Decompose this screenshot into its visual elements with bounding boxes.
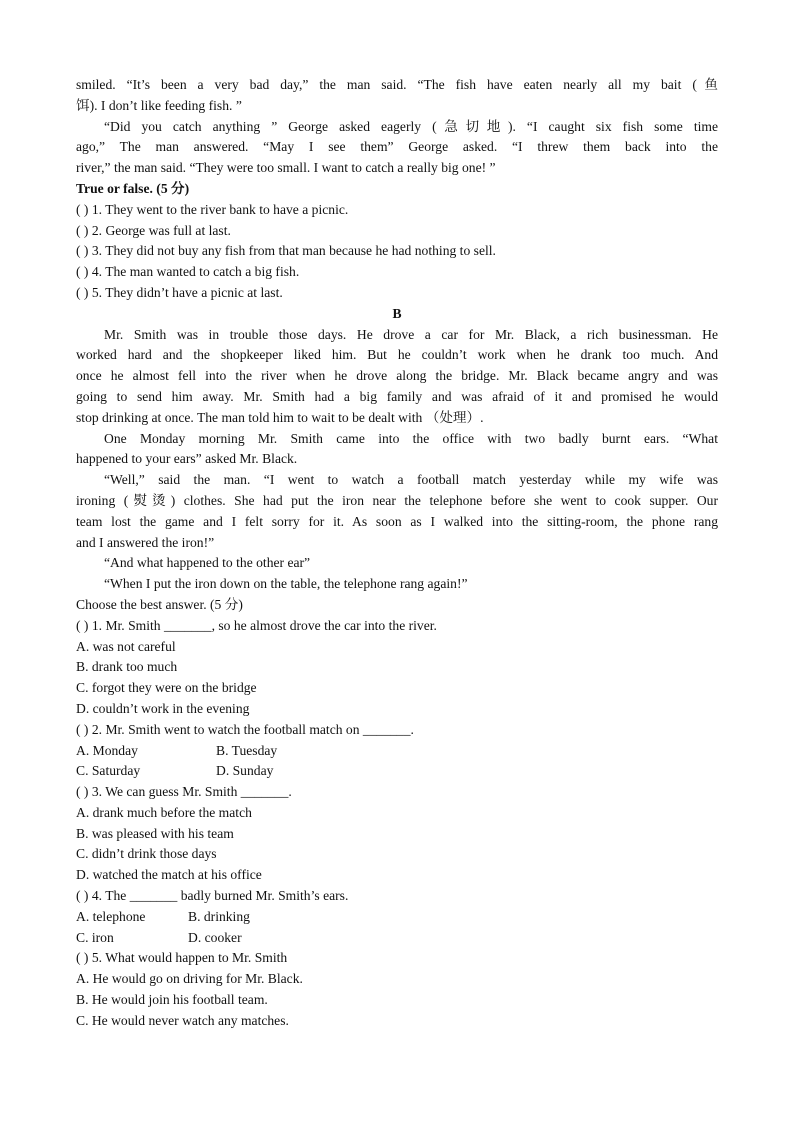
- passage-b: [76, 304, 718, 595]
- option-row: [76, 928, 718, 949]
- passage-title: B: [392, 305, 402, 321]
- answer-option: A. drank much before the match: [76, 804, 252, 820]
- passage-line: and I answered the iron!”: [76, 534, 215, 550]
- section-heading: True or false. (5 分): [76, 180, 190, 196]
- question-item: ( ) 5. They didn’t have a picnic at last.: [76, 284, 283, 300]
- answer-option: B. drinking: [188, 908, 250, 924]
- answer-option: A. He would go on driving for Mr. Black.: [76, 971, 303, 987]
- answer-option: B. He would join his football team.: [76, 992, 268, 1008]
- question-stem: ( ) 3. We can guess Mr. Smith _______.: [76, 784, 292, 800]
- question-item: ( ) 2. George was full at last.: [76, 222, 231, 238]
- passage-line: ago,” The man answered. “May I see them” George asked. “I threw them back into the: [76, 139, 718, 155]
- passage-line: “Did you catch anything ” George asked eagerly (急切地). “I caught six fish some time: [104, 118, 718, 134]
- passage-line: “And what happened to the other ear”: [104, 555, 311, 571]
- answer-option: B. drank too much: [76, 659, 178, 675]
- passage-a-continuation: [76, 75, 718, 179]
- section-heading: Choose the best answer. (5 分): [76, 596, 243, 612]
- passage-line: “When I put the iron down on the table, the telephone rang again!”: [104, 576, 468, 592]
- question-stem: ( ) 4. The _______ badly burned Mr. Smith’s ears.: [76, 888, 349, 904]
- answer-option: D. watched the match at his office: [76, 867, 262, 883]
- answer-option: A. was not careful: [76, 638, 176, 654]
- option-row: [76, 907, 718, 928]
- answer-option: C. didn’t drink those days: [76, 846, 217, 862]
- passage-line: smiled. “It’s been a very bad day,” the man said. “The fish have eaten nearly all my bait (鱼: [76, 77, 718, 92]
- question-stem: ( ) 1. Mr. Smith _______, so he almost drove the car into the river.: [76, 617, 437, 633]
- question-item: ( ) 1. They went to the river bank to have a picnic.: [76, 201, 349, 217]
- answer-option: D. couldn’t work in the evening: [76, 700, 250, 716]
- answer-option: D. cooker: [188, 929, 242, 945]
- question-item: ( ) 4. The man wanted to catch a big fish.: [76, 264, 300, 280]
- passage-line: going to send him away. Mr. Smith had a big family and was afraid of it and promised he would: [76, 388, 718, 404]
- option-row: [76, 761, 718, 782]
- passage-line: river,” the man said. “They were too small. I want to catch a really big one! ”: [76, 160, 496, 176]
- option-row: [76, 741, 718, 762]
- passage-line: happened to your ears” asked Mr. Black.: [76, 451, 298, 467]
- passage-line: team lost the game and I felt sorry for it. As soon as I walked into the sitting-room, the phone rang: [76, 513, 718, 529]
- passage-line: stop drinking at once. The man told him to wait to be dealt with （处理）.: [76, 409, 484, 425]
- answer-option: B. was pleased with his team: [76, 825, 234, 841]
- answer-option: C. forgot they were on the bridge: [76, 680, 257, 696]
- worksheet-page: [76, 75, 718, 1032]
- passage-line: once he almost fell into the river when he drove along the bridge. Mr. Black became angry and was: [76, 368, 718, 384]
- question-item: ( ) 3. They did not buy any fish from that man because he had nothing to sell.: [76, 243, 496, 259]
- question-stem: ( ) 5. What would happen to Mr. Smith: [76, 950, 288, 966]
- answer-option: A. Monday: [76, 742, 138, 758]
- answer-option: C. He would never watch any matches.: [76, 1012, 289, 1028]
- answer-option: D. Sunday: [216, 763, 274, 779]
- answer-option: B. Tuesday: [216, 742, 278, 758]
- answer-option: A. telephone: [76, 908, 146, 924]
- answer-option: C. iron: [76, 929, 114, 945]
- passage-line: ironing (熨烫) clothes. She had put the iron near the telephone before she went to cook supper. Our: [76, 492, 718, 508]
- question-stem: ( ) 2. Mr. Smith went to watch the football match on _______.: [76, 721, 414, 737]
- passage-line: “Well,” said the man. “I went to watch a football match yesterday while my wife was: [104, 472, 718, 488]
- passage-line: One Monday morning Mr. Smith came into the office with two badly burnt ears. “What: [104, 430, 718, 446]
- multiple-choice-section: [76, 595, 718, 1032]
- passage-line: Mr. Smith was in trouble those days. He drove a car for Mr. Black, a rich businessman. He: [104, 326, 718, 342]
- answer-option: C. Saturday: [76, 763, 141, 779]
- passage-line: 饵). I don’t like feeding fish. ”: [76, 97, 242, 113]
- passage-line: worked hard and the shopkeeper liked him. But he couldn’t work when he drank too much. And: [76, 347, 718, 363]
- true-false-section: [76, 179, 718, 304]
